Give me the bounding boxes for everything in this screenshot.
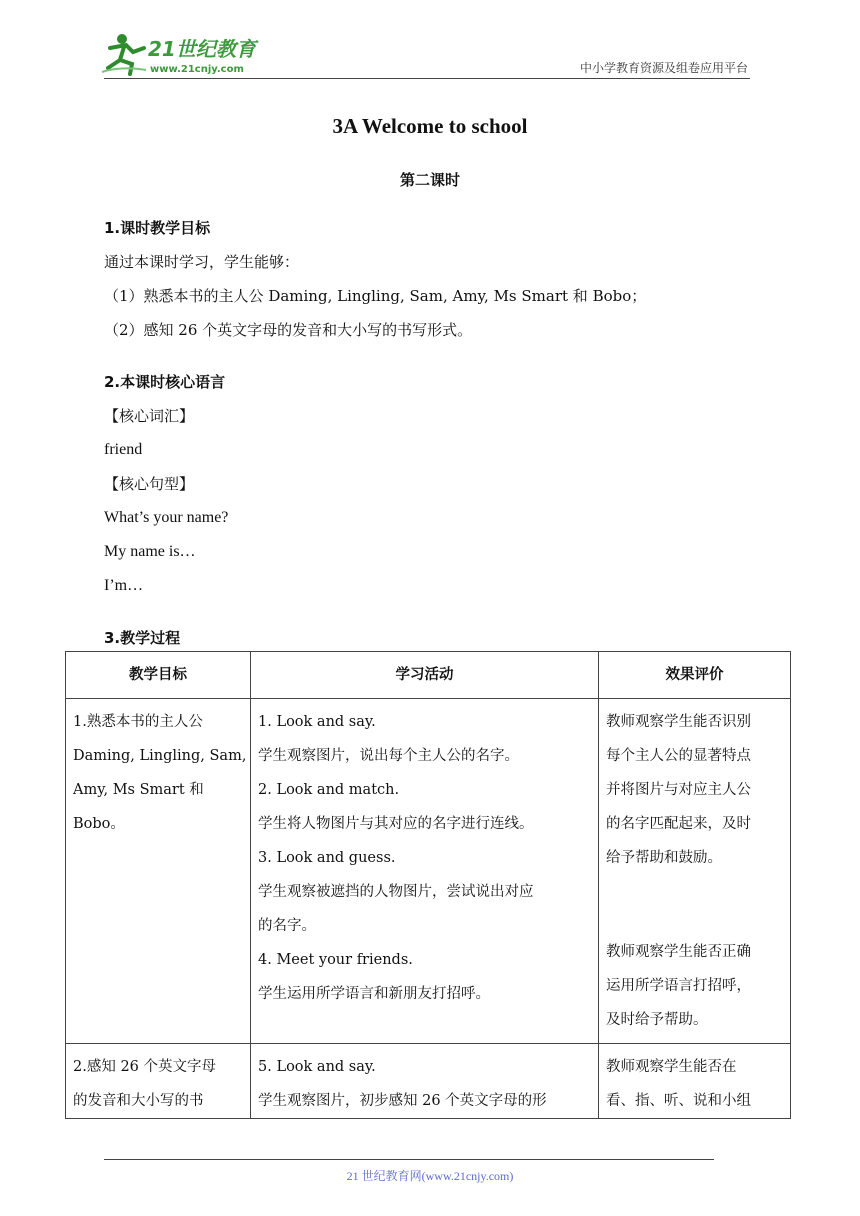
goal-cell [66,1044,251,1119]
evaluation-line: 教师观察学生能否正确 [606,944,751,960]
evaluation-line: 看、指、听、说和小组 [606,1093,751,1109]
platform-tagline: 中小学教育资源及组卷应用平台 [579,61,748,75]
evaluation-line: 的名字匹配起来，及时 [606,816,751,832]
evaluation-cell [599,1044,791,1119]
evaluation-line: 并将图片与对应主人公 [606,782,751,798]
section-heading-process: 3.教学过程 [104,629,181,647]
goal-line: Amy, Ms Smart 和 [73,782,204,798]
activity-line: 3. Look and guess. [258,850,396,866]
activities-cell [251,1044,599,1119]
evaluation-cell [599,699,791,1044]
table-row [66,699,791,1044]
goal-line: 的发音和大小写的书 [73,1093,204,1109]
section-heading-core-language: 2.本课时核心语言 [104,373,226,391]
table-header-row [66,652,791,699]
column-header-activities: 学习活动 [251,652,599,699]
activity-line: 学生将人物图片与其对应的名字进行连线。 [258,816,534,832]
sentence-pattern: What’s your name? [104,509,229,526]
footer-link[interactable]: 21 世纪教育网(www.21cnjy.com) [346,1169,514,1183]
activity-line: 5. Look and say. [258,1059,376,1075]
activity-line: 2. Look and match. [258,782,400,798]
activity-line: 1. Look and say. [258,714,376,730]
objective-item: （2）感知 26 个英文字母的发音和大小写的书写形式。 [104,321,473,339]
goal-cell [66,699,251,1044]
column-header-evaluation: 效果评价 [599,652,791,699]
document-body [104,211,764,655]
column-header-goal: 教学目标 [66,652,251,699]
section-heading-objectives: 1.课时教学目标 [104,219,211,237]
document-subtitle: 第二课时 [399,171,460,189]
document-title: 3A Welcome to school [332,114,528,138]
evaluation-line: 给予帮助和鼓励。 [606,850,722,866]
header-divider [104,78,750,79]
page-header [0,0,860,80]
sentence-pattern: I’m… [104,577,144,594]
activity-line: 学生运用所学语言和新朋友打招呼。 [258,986,490,1002]
vocab-label: 【核心词汇】 [104,407,195,425]
goal-line: Bobo。 [73,816,125,832]
evaluation-line: 及时给予帮助。 [606,1012,708,1028]
vocab-word: friend [104,441,143,458]
goal-line: 1.熟悉本书的主人公 [73,714,203,730]
runner-icon [102,34,146,74]
evaluation-line: 运用所学语言打招呼， [606,978,751,994]
svg-text:21世纪教育: 21世纪教育 [148,37,256,61]
goal-line: Daming, Lingling, Sam, [73,748,247,764]
activity-line: 学生观察图片，初步感知 26 个英文字母的形 [258,1093,547,1109]
objective-item: （1）熟悉本书的主人公 Daming, Lingling, Sam, Amy, Ms Smart 和 Bobo； [104,287,647,305]
footer-divider [104,1159,714,1160]
sentence-pattern: My name is… [104,543,196,560]
evaluation-line: 教师观察学生能否识别 [606,714,751,730]
table-row [66,1044,791,1119]
objectives-intro: 通过本课时学习，学生能够： [104,253,300,271]
activity-line: 4. Meet your friends. [258,952,413,968]
svg-text:www.21cnjy.com: www.21cnjy.com [150,64,244,75]
site-logo [100,30,270,78]
pattern-label: 【核心句型】 [104,475,195,493]
activity-line: 学生观察图片，说出每个主人公的名字。 [258,748,519,764]
evaluation-line: 教师观察学生能否在 [606,1059,737,1075]
activities-cell [251,699,599,1044]
activity-line: 学生观察被遮挡的人物图片，尝试说出对应 [258,884,534,900]
activity-line: 的名字。 [258,918,316,934]
teaching-process-table [65,651,791,1119]
evaluation-line: 每个主人公的显著特点 [606,748,751,764]
goal-line: 2.感知 26 个英文字母 [73,1059,217,1075]
